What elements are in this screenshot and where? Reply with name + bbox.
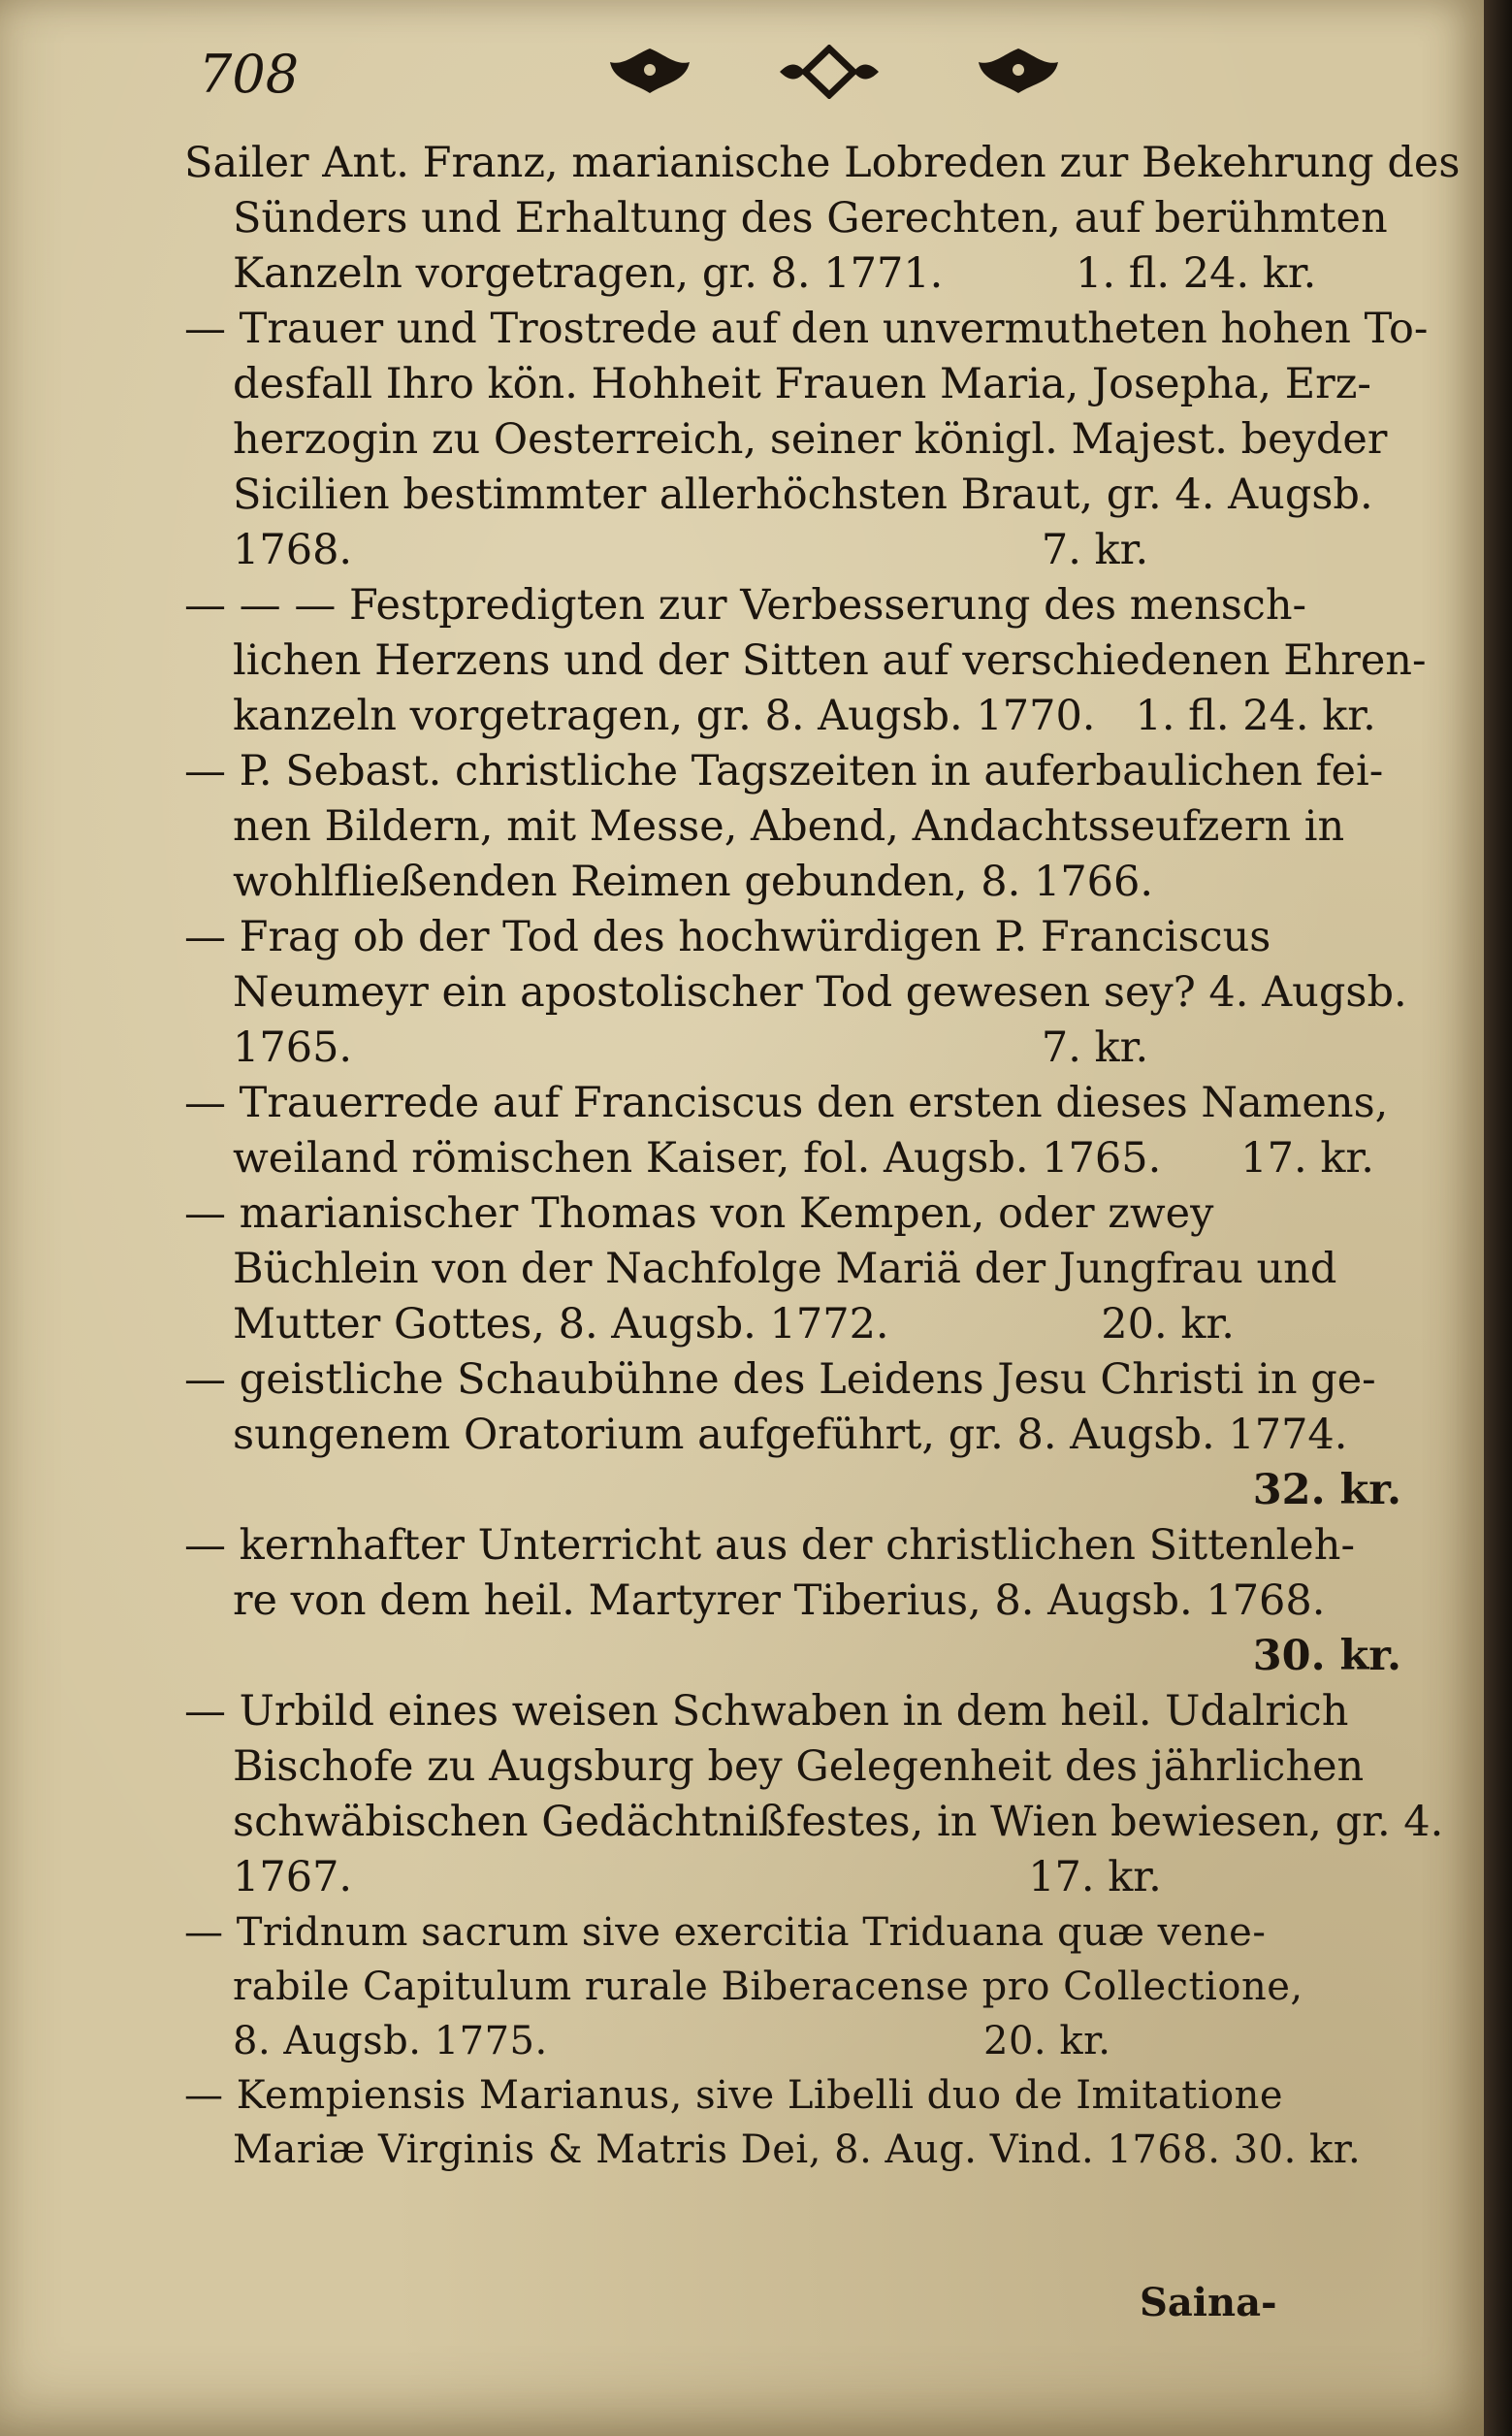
- entry-line: Kanzeln vorgetragen, gr. 8. 1771. 1. fl. 24. kr.: [233, 249, 1317, 298]
- bibliography-entry: [184, 136, 1461, 302]
- entry-line: — geistliche Schaubühne des Leidens Jesu Christi in ge-: [184, 1355, 1376, 1404]
- catchword: Saina-: [1140, 2280, 1277, 2325]
- leaf-ornament-icon: [975, 45, 1062, 99]
- bibliography-entry: [184, 1186, 1401, 1352]
- diamond-ornament-icon: [776, 45, 883, 99]
- entry-line: Sailer Ant. Franz, marianische Lobreden zur Bekehrung des: [184, 139, 1461, 187]
- entry-line: weiland römischen Kaiser, fol. Augsb. 1765. 17. kr.: [233, 1134, 1374, 1183]
- entry-line: rabile Capitulum rurale Biberacense pro Collectione,: [233, 1965, 1303, 2009]
- entry-line: desfall Ihro kön. Hohheit Frauen Maria, Josepha, Erz-: [233, 360, 1371, 408]
- bibliography-entry: [184, 2068, 1401, 2177]
- entry-line: 8. Augsb. 1775. 20. kr.: [233, 2019, 1111, 2063]
- entry-line: sungenem Oratorium aufgeführt, gr. 8. Augsb. 1774.: [233, 1411, 1348, 1459]
- entry-line: Mariæ Virginis & Matris Dei, 8. Aug. Vind. 1768. 30. kr.: [233, 2127, 1362, 2172]
- entry-price: 32. kr.: [1252, 1466, 1401, 1514]
- entry-line: — kernhafter Unterricht aus der christlichen Sittenleh-: [184, 1521, 1355, 1570]
- entry-line: — P. Sebast. christliche Tagszeiten in auferbaulichen fei-: [184, 747, 1384, 796]
- page-header: [199, 39, 1401, 116]
- entry-line: kanzeln vorgetragen, gr. 8. Augsb. 1770. 1. fl. 24. kr.: [233, 692, 1376, 740]
- bibliography-entry: [184, 578, 1427, 744]
- bibliography-entry: [184, 744, 1401, 910]
- entry-line: herzogin zu Oesterreich, seiner königl. Majest. beyder: [233, 415, 1388, 464]
- entry-line: nen Bildern, mit Messe, Abend, Andachtsseufzern in: [233, 802, 1345, 851]
- entry-line: Mutter Gottes, 8. Augsb. 1772. 20. kr.: [233, 1300, 1235, 1348]
- entry-line: — — — Festpredigten zur Verbesserung des mensch-: [184, 581, 1307, 630]
- entry-line: Bischofe zu Augsburg bey Gelegenheit des jährlichen: [233, 1742, 1365, 1791]
- entry-line: re von dem heil. Martyrer Tiberius, 8. Augsb. 1768.: [233, 1576, 1326, 1625]
- bibliography-list: [184, 136, 1461, 2177]
- bibliography-entry: [184, 1518, 1401, 1684]
- entry-price: 30. kr.: [1252, 1632, 1401, 1680]
- entry-line: Neumeyr ein apostolischer Tod gewesen sey? 4. Augsb.: [233, 968, 1407, 1017]
- entry-line: 1767. 17. kr.: [233, 1853, 1162, 1901]
- bibliography-entry: [184, 1076, 1401, 1186]
- entry-line: — Trauer und Trostrede auf den unvermutheten hohen To-: [184, 305, 1429, 353]
- entry-line: — Trauerrede auf Franciscus den ersten dieses Namens,: [184, 1079, 1389, 1127]
- bibliography-entry: [184, 1905, 1401, 2068]
- entry-line: Büchlein von der Nachfolge Mariä der Jungfrau und: [233, 1245, 1337, 1293]
- entry-line: — Tridnum sacrum sive exercitia Triduana quæ vene-: [184, 1910, 1267, 1955]
- entry-line: Sünders und Erhaltung des Gerechten, auf berühmten: [233, 194, 1388, 243]
- bibliography-entry: [184, 910, 1407, 1076]
- entry-line: — marianischer Thomas von Kempen, oder zwey: [184, 1189, 1214, 1238]
- page-number: 708: [199, 44, 300, 105]
- entry-line: 1768. 7. kr.: [233, 526, 1149, 574]
- bibliography-entry: [184, 1352, 1401, 1518]
- entry-line: Sicilien bestimmter allerhöchsten Braut, gr. 4. Augsb.: [233, 471, 1373, 519]
- header-ornaments: [606, 39, 1110, 116]
- book-spine-edge: [1484, 0, 1512, 2436]
- bibliography-entry: [184, 302, 1429, 578]
- leaf-ornament-icon: [606, 45, 693, 99]
- entry-line: schwäbischen Gedächtnißfestes, in Wien bewiesen, gr. 4.: [233, 1798, 1444, 1846]
- entry-line: — Frag ob der Tod des hochwürdigen P. Franciscus: [184, 913, 1271, 961]
- entry-line: wohlfließenden Reimen gebunden, 8. 1766.: [233, 858, 1154, 906]
- entry-line: lichen Herzens und der Sitten auf verschiedenen Ehren-: [233, 636, 1427, 685]
- entry-line: 1765. 7. kr.: [233, 1023, 1149, 1072]
- bibliography-entry: [184, 1684, 1444, 1905]
- entry-line: — Urbild eines weisen Schwaben in dem heil. Udalrich: [184, 1687, 1349, 1736]
- entry-line: — Kempiensis Marianus, sive Libelli duo de Imitatione: [184, 2073, 1284, 2118]
